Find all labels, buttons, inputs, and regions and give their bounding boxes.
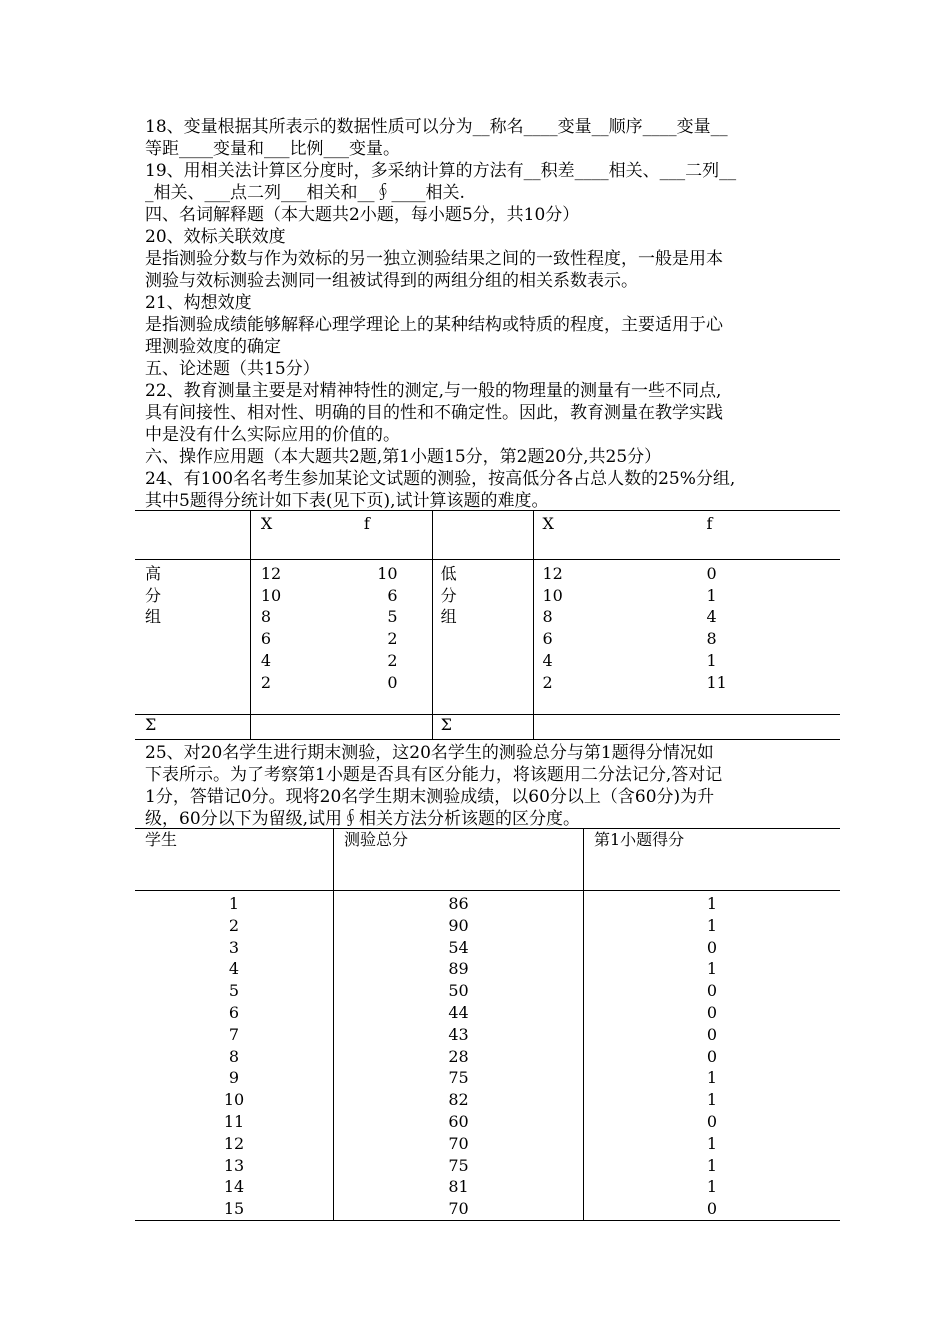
text-line: 是指测验成绩能够解释心理学理论上的某种结构或特质的程度，主要适用于心 [145, 315, 723, 335]
text-line: 1分，答错记0分。现将20名学生期末测验成绩，以60分以上（含60分)为升 [145, 787, 715, 807]
text-line: 24、有100名名考生参加某论文试题的测验，按高低分各占总人数的25%分组, [145, 469, 736, 489]
low-f-values: 0 1 4 8 1 11 [706, 564, 727, 692]
text-line: 理测验效度的确定 [145, 337, 281, 357]
question-text-block [145, 116, 840, 512]
text-line: 下表所示。为了考察第1小题是否具有区分能力，将该题用二分法记分,答对记 [145, 765, 723, 785]
text-line: 21、构想效度 [145, 293, 252, 313]
header-q1: 第1小题得分 [594, 830, 685, 849]
low-x-values: 12 10 8 6 4 2 [542, 564, 563, 692]
low-group-label: 低 分 组 [440, 564, 457, 627]
header-x: X [542, 514, 554, 533]
question-25-text [145, 742, 840, 830]
q1-scores: 1 1 0 1 0 0 0 0 1 1 0 1 1 1 0 [706, 894, 718, 1219]
student-score-table [135, 828, 840, 1221]
high-f-values: 10 6 5 2 2 0 [377, 564, 398, 692]
score-table-q24 [135, 510, 840, 740]
text-line: 18、变量根据其所表示的数据性质可以分为__称名____变量__顺序____变量__ [145, 117, 728, 137]
header-x: X [260, 514, 273, 533]
text-line: 具有间接性、相对性、明确的目的性和不确定性。因此，教育测量在教学实践 [145, 403, 723, 423]
text-line: 测验与效标测验去测同一组被试得到的两组分组的相关系数表示。 [145, 271, 638, 291]
header-f: f [706, 514, 713, 533]
text-line: _相关、___点二列___相关和__∮____相关. [145, 183, 465, 203]
text-line: 是指测验分数与作为效标的另一独立测验结果之间的一致性程度，一般是用本 [145, 249, 723, 269]
high-group-label: 高 分 组 [145, 564, 162, 627]
header-f: f [363, 514, 370, 533]
text-line: 20、效标关联效度 [145, 227, 286, 247]
sigma-label: Σ [440, 715, 452, 734]
text-line: 等距____变量和___比例___变量。 [145, 139, 400, 159]
header-student: 学生 [145, 830, 178, 849]
header-total: 测验总分 [344, 830, 409, 849]
text-line: 25、对20名学生进行期末测验，这20名学生的测验总分与第1题得分情况如 [145, 743, 714, 763]
text-line: 中是没有什么实际应用的价值的。 [145, 425, 400, 445]
section-heading: 五、论述题（共15分） [145, 359, 320, 379]
high-x-values: 12 10 8 6 4 2 [260, 564, 282, 692]
student-numbers: 1 2 3 4 5 6 7 8 9 10 11 12 13 14 15 [223, 894, 245, 1219]
text-line: 22、教育测量主要是对精神特性的测定,与一般的物理量的测量有一些不同点, [145, 381, 722, 401]
text-line: 级，60分以下为留级,试用∮相关方法分析该题的区分度。 [145, 809, 581, 829]
sigma-label: Σ [145, 715, 157, 734]
text-line: 19、用相关法计算区分度时，多采纳计算的方法有__积差____相关、___二列__ [145, 161, 737, 181]
text-line: 其中5题得分统计如下表(见下页),试计算该题的难度。 [145, 491, 549, 511]
total-scores: 86 90 54 89 50 44 43 28 75 82 60 70 75 81 70 [448, 894, 469, 1219]
section-heading: 六、操作应用题（本大题共2题,第1小题15分，第2题20分,共25分） [145, 447, 662, 467]
section-heading: 四、名词解释题（本大题共2小题，每小题5分，共10分） [145, 205, 580, 225]
